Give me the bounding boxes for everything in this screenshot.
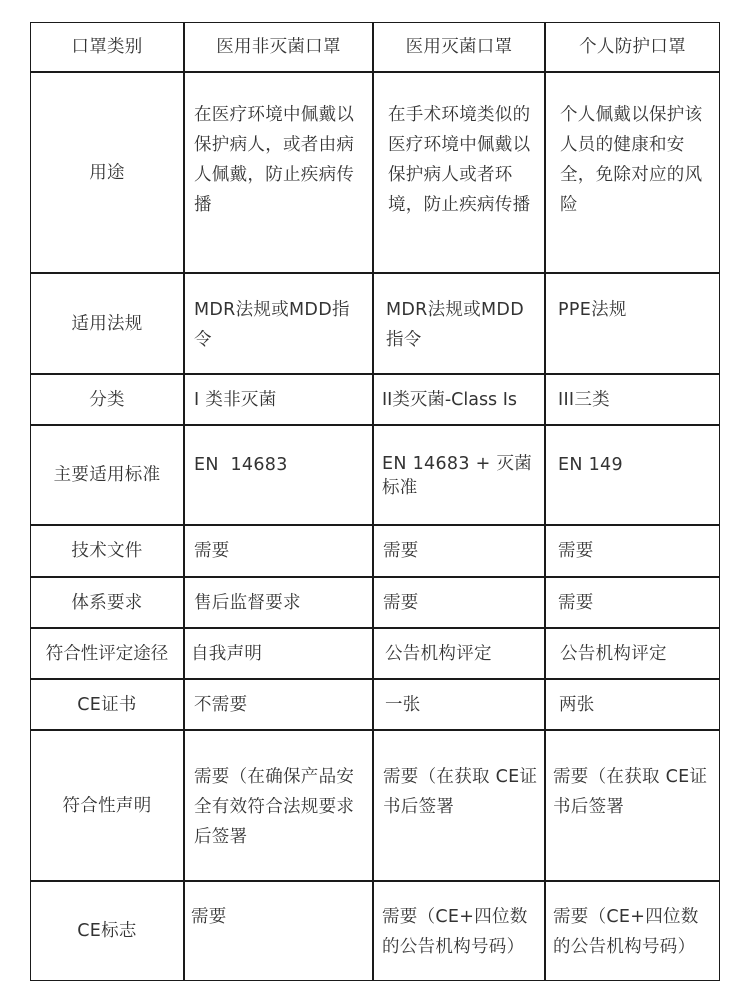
cell-conformity-route-non-sterile: 自我声明 xyxy=(191,644,263,664)
cell-declaration-non-sterile: 需要（在确保产品安全有效符合法规要求后签署 xyxy=(194,767,355,847)
row-label-regulation: 适用法规 xyxy=(71,313,143,334)
row-label-technical-file: 技术文件 xyxy=(71,541,143,561)
row-label-declaration-of-conformity: 符合性声明 xyxy=(62,795,152,816)
header-medical-non-sterile: 医用非灭菌口罩 xyxy=(216,37,341,57)
cell-classification-ppe: III三类 xyxy=(558,390,610,410)
cell-ce-marking-ppe: 需要（CE+四位数的公告机构号码） xyxy=(553,907,699,957)
row-label-ce-certificate: CE证书 xyxy=(77,694,137,715)
header-personal-protective: 个人防护口罩 xyxy=(579,37,686,57)
row-label-ce-marking: CE标志 xyxy=(77,921,137,941)
cell-conformity-route-sterile: 公告机构评定 xyxy=(385,644,492,664)
cell-ce-certificate-ppe: 两张 xyxy=(559,695,595,715)
cell-ce-marking-sterile: 需要（CE+四位数的公告机构号码） xyxy=(382,907,528,957)
cell-classification-non-sterile: I 类非灭菌 xyxy=(194,390,277,410)
cell-purpose-non-sterile: 在医疗环境中佩戴以保护病人，或者由病人佩戴，防止疾病传播 xyxy=(194,105,355,215)
cell-system-requirement-ppe: 需要 xyxy=(558,593,594,613)
cell-technical-file-ppe: 需要 xyxy=(558,541,594,561)
cell-technical-file-non-sterile: 需要 xyxy=(194,541,230,561)
cell-standard-non-sterile: EN 14683 xyxy=(194,455,288,475)
cell-regulation-non-sterile: MDR法规或MDD指令 xyxy=(194,300,350,350)
cell-ce-certificate-sterile: 一张 xyxy=(385,695,421,715)
cell-ce-certificate-non-sterile: 不需要 xyxy=(194,695,248,715)
cell-standard-ppe: EN 149 xyxy=(558,455,623,475)
cell-regulation-sterile: MDR法规或MDD指令 xyxy=(386,300,524,350)
cell-conformity-route-ppe: 公告机构评定 xyxy=(560,644,667,664)
cell-purpose-sterile: 在手术环境类似的医疗环境中佩戴以保护病人或者环境，防止疾病传播 xyxy=(388,105,531,215)
cell-declaration-sterile: 需要（在获取 CE证书后签署 xyxy=(383,767,538,817)
cell-classification-sterile: II类灭菌-Class Is xyxy=(382,390,518,410)
cell-technical-file-sterile: 需要 xyxy=(383,541,419,561)
header-mask-category: 口罩类别 xyxy=(71,37,143,57)
row-label-classification: 分类 xyxy=(89,389,125,410)
row-label-system-requirement: 体系要求 xyxy=(71,592,143,613)
row-label-standard: 主要适用标准 xyxy=(53,465,161,485)
cell-declaration-ppe: 需要（在获取 CE证书后签署 xyxy=(553,767,708,817)
cell-system-requirement-non-sterile: 售后监督要求 xyxy=(194,593,301,613)
header-medical-sterile: 医用灭菌口罩 xyxy=(405,37,513,57)
cell-purpose-ppe: 个人佩戴以保护该人员的健康和安全，免除对应的风险 xyxy=(560,105,703,215)
cell-system-requirement-sterile: 需要 xyxy=(383,593,419,613)
cell-ce-marking-non-sterile: 需要 xyxy=(191,907,227,927)
cell-standard-sterile: EN 14683 + 灭菌标准 xyxy=(382,454,533,498)
row-label-purpose: 用途 xyxy=(89,162,125,183)
cell-regulation-ppe: PPE法规 xyxy=(558,300,627,320)
row-label-conformity-route: 符合性评定途径 xyxy=(45,643,169,664)
